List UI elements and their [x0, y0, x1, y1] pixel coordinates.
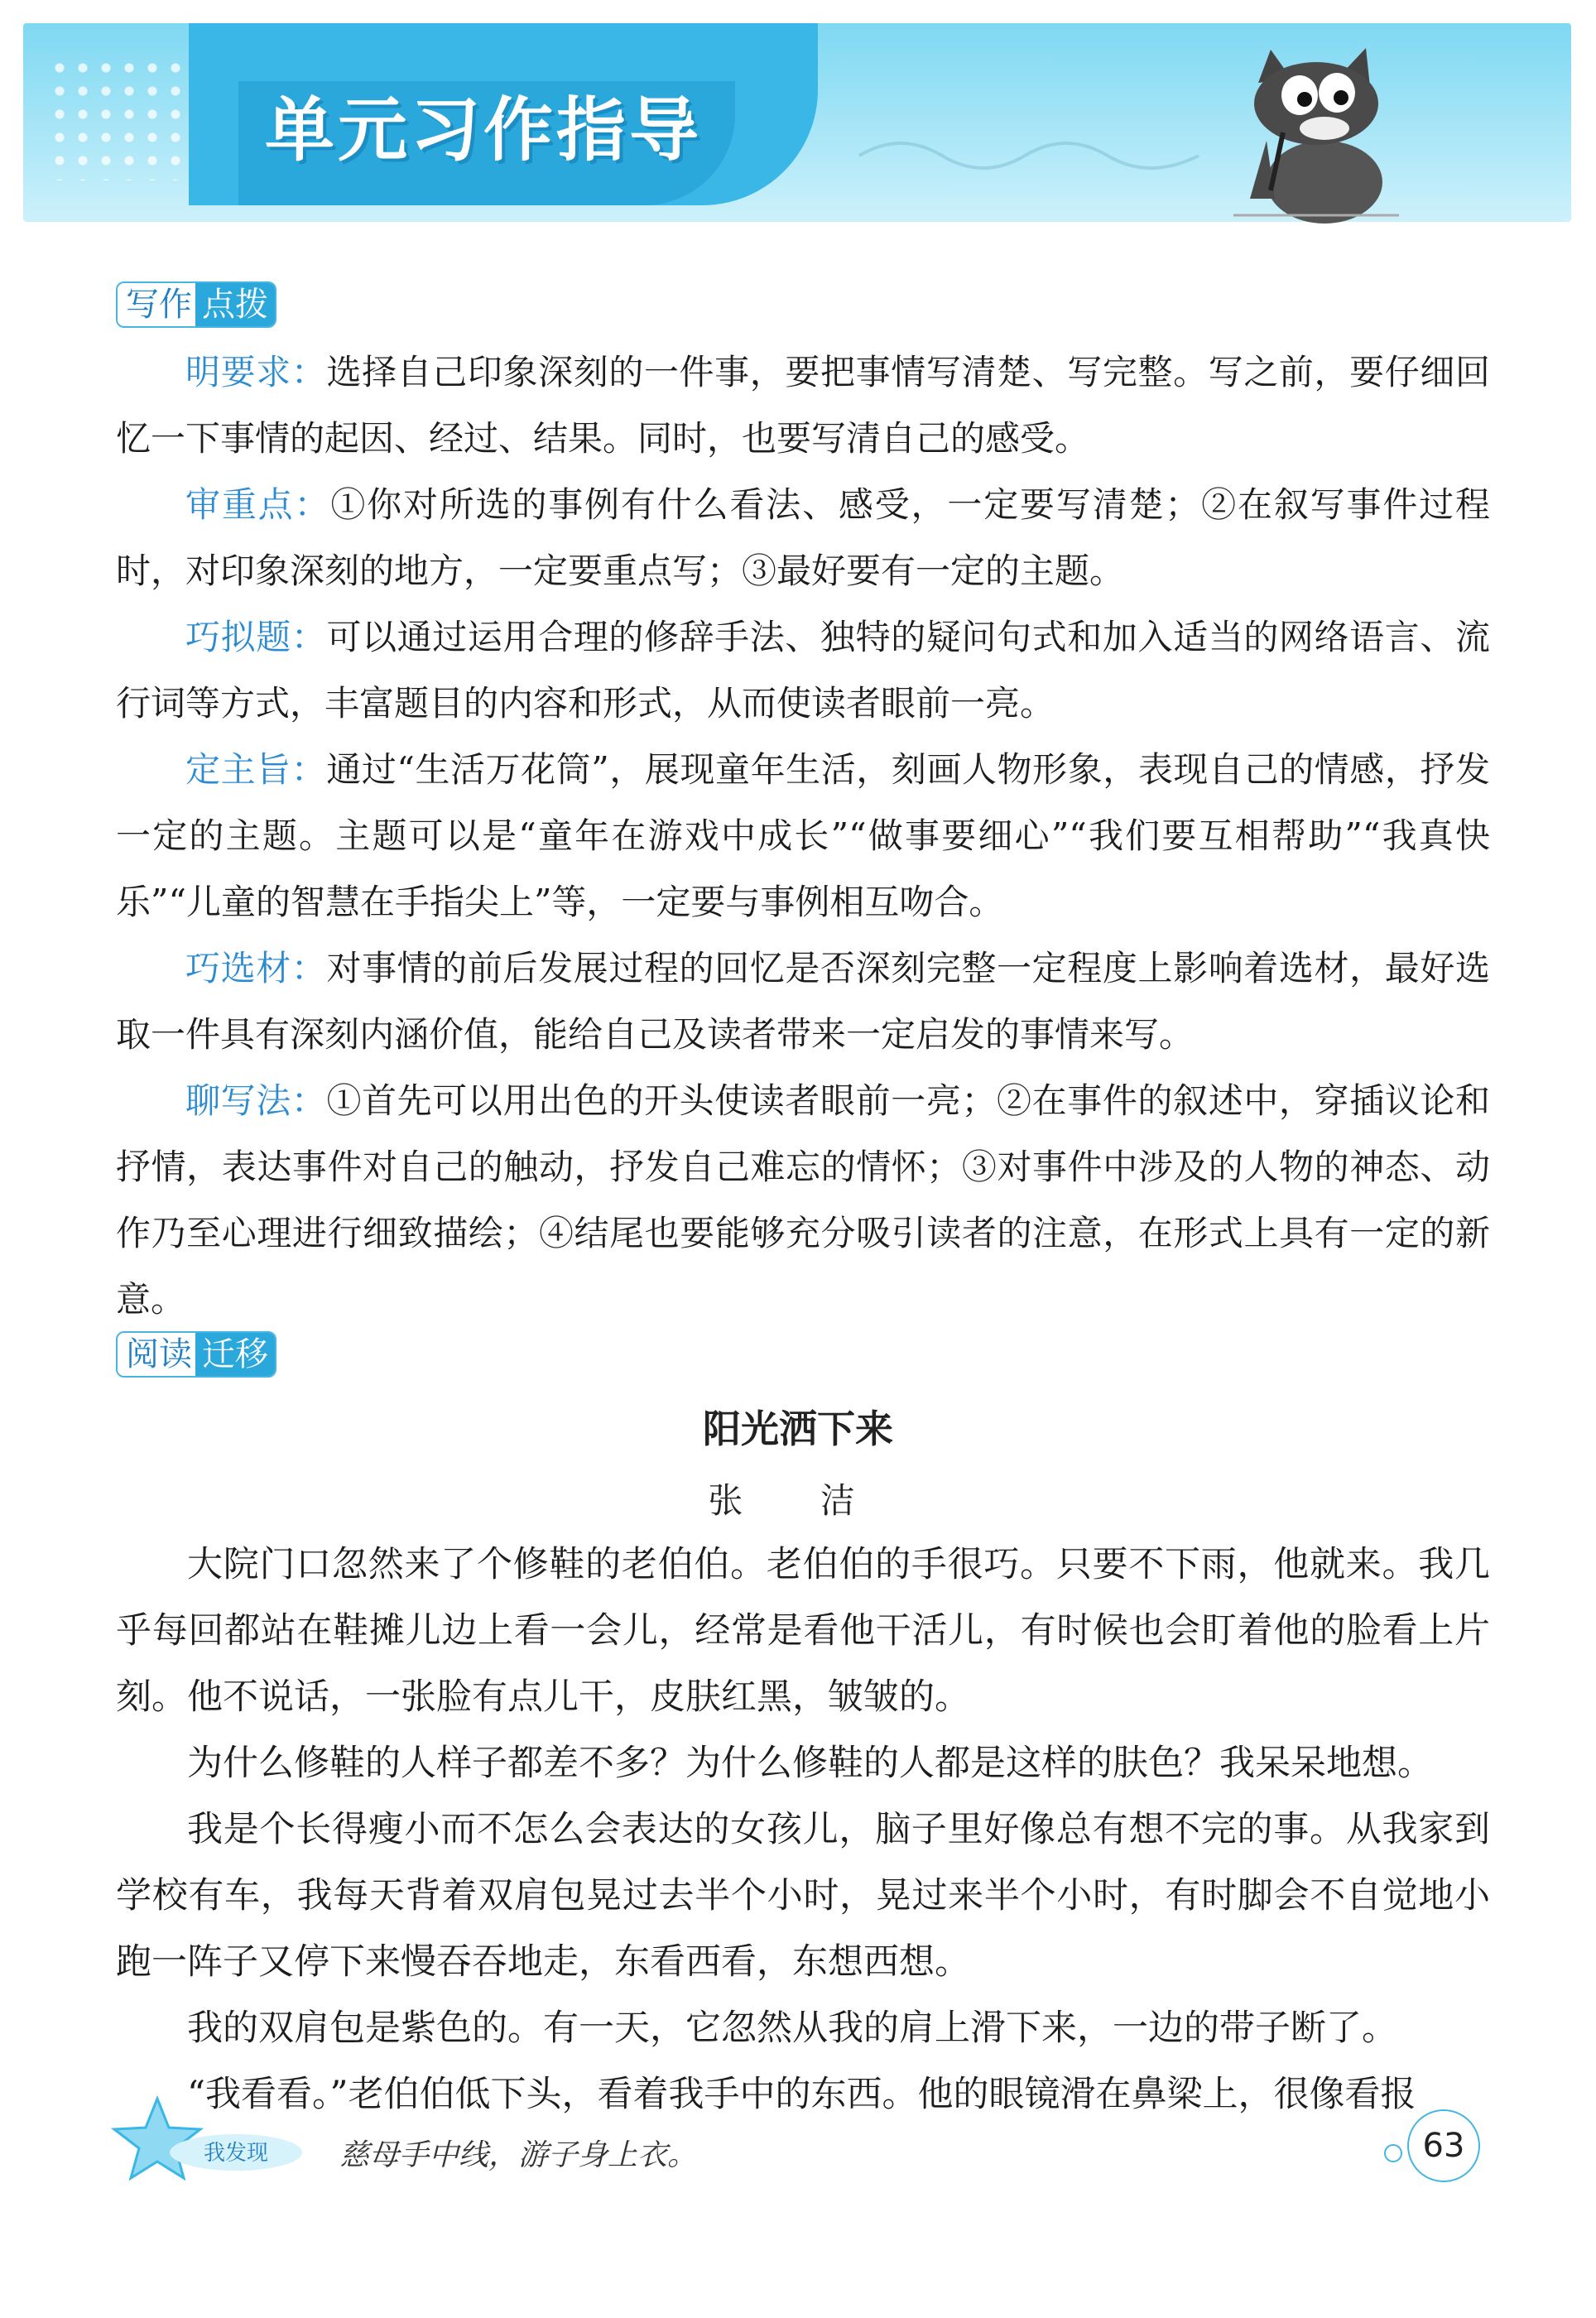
story-paragraph: “我看看。”老伯伯低下头，看着我手中的东西。他的眼镜滑在鼻梁上，很像看报	[187, 2074, 1416, 2115]
section-tag-reading	[116, 1331, 276, 1378]
story-author: 张 洁	[708, 1480, 888, 1521]
tip-text: 通过“生活万花筒”，展现童年生活，刻画人物形象，表现自己的情感，抒发一定的主题。主题可以是“童年在游戏中成长”“做事要细心”“我们要互相帮助”“我真快乐”“儿童的智慧在手指尖上”等，一定要与事例相互吻合。	[116, 749, 1490, 922]
footer-badge-text: 我发现	[203, 2141, 269, 2166]
tip-text: 对事情的前后发展过程的回忆是否深刻完整一定程度上影响着选材，最好选取一件具有深刻内涵价值，能给自己及读者带来一定启发的事情来写。	[116, 948, 1490, 1055]
tip-paragraph	[116, 604, 1490, 737]
tip-label: 审重点：	[185, 484, 331, 525]
footer-quote: 慈母手中线，游子身上衣。	[339, 2138, 698, 2172]
tip-paragraph	[116, 935, 1490, 1068]
section-tag-part-b: 点拨	[195, 283, 275, 326]
story-title: 阳光洒下来	[703, 1407, 893, 1451]
tip-paragraph	[116, 339, 1490, 472]
decorative-dot	[1384, 2144, 1402, 2162]
tip-label: 明要求：	[185, 352, 327, 392]
tip-label: 聊写法：	[185, 1080, 327, 1121]
story-paragraph: 我的双肩包是紫色的。有一天，它忽然从我的肩上滑下来，一边的带子断了。	[187, 2008, 1397, 2049]
section-tag-part-a: 写作	[118, 283, 195, 326]
tip-label: 定主旨：	[185, 749, 327, 790]
tip-text: ①首先可以用出色的开头使读者眼前一亮；②在事件的叙述中，穿插议论和抒情，表达事件对自己的触动，抒发自己难忘的情怀；③对事件中涉及的人物的神态、动作乃至心理进行细致描绘；④结尾也要能够充分吸引读者的注意，在形式上具有一定的新意。	[116, 1080, 1490, 1320]
page-number: 63	[1407, 2109, 1480, 2182]
section-tag-part-a: 阅读	[118, 1333, 195, 1376]
page-title: 单元习作指导	[265, 89, 703, 171]
story-paragraph: 为什么修鞋的人样子都差不多？为什么修鞋的人都是这样的肤色？我呆呆地想。	[187, 1743, 1433, 1784]
tip-paragraph	[116, 737, 1490, 935]
tip-label: 巧拟题：	[185, 617, 327, 657]
section-tag-writing-tips	[116, 281, 276, 328]
cat-mascot-icon	[1200, 33, 1416, 232]
faint-decoration-icon	[851, 123, 1207, 172]
tip-paragraph	[116, 1068, 1490, 1333]
story-paragraph: 大院门口忽然来了个修鞋的老伯伯。老伯伯的手很巧。只要不下雨，他就来。我几乎每回都站在鞋摊儿边上看一会儿，经常是看他干活儿，有时候也会盯着他的脸看上片刻。他不说话，一张脸有点儿干，皮肤红黑，皱皱的。	[116, 1544, 1490, 1718]
star-badge-icon	[108, 2090, 306, 2181]
story-paragraph: 我是个长得瘦小而不怎么会表达的女孩儿，脑子里好像总有想不完的事。从我家到学校有车，我每天背着双肩包晃过去半个小时，晃过来半个小时，有时脚会不自觉地小跑一阵子又停下来慢吞吞地走，东看西看，东想西想。	[116, 1809, 1490, 1983]
section-tag-part-b: 迁移	[195, 1333, 275, 1376]
tip-text: 选择自己印象深刻的一件事，要把事情写清楚、写完整。写之前，要仔细回忆一下事情的起因、经过、结果。同时，也要写清自己的感受。	[116, 352, 1490, 459]
tip-text: 可以通过运用合理的修辞手法、独特的疑问句式和加入适当的网络语言、流行词等方式，丰富题目的内容和形式，从而使读者眼前一亮。	[116, 617, 1490, 724]
tip-text: ①你对所选的事例有什么看法、感受，一定要写清楚；②在叙写事件过程时，对印象深刻的地方，一定要重点写；③最好要有一定的主题。	[116, 484, 1490, 591]
tip-paragraph	[116, 472, 1490, 604]
tip-label: 巧选材：	[185, 948, 327, 988]
